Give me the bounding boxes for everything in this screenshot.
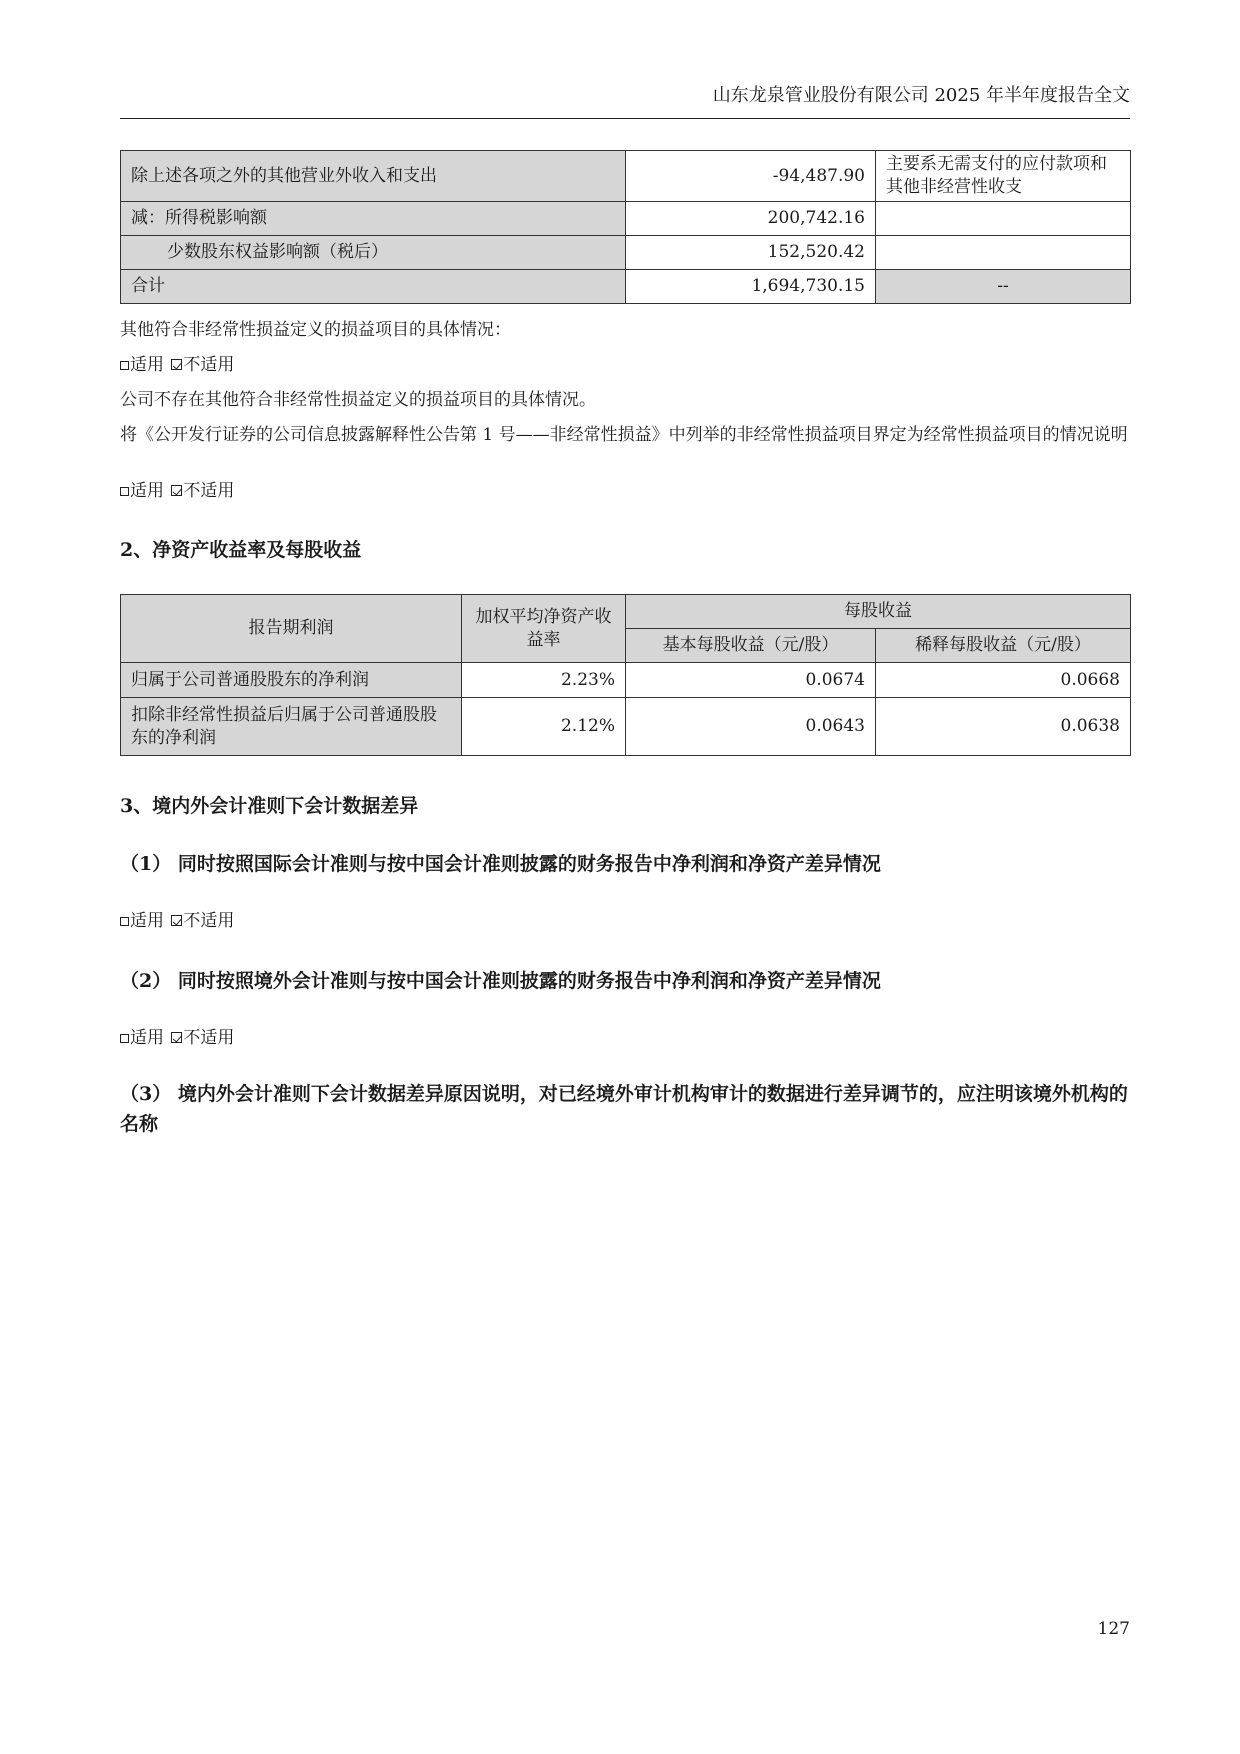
total-note: -- xyxy=(876,270,1131,304)
item-label: 减：所得税影响额 xyxy=(121,202,626,236)
classification-note: 将《公开发行证券的公司信息披露解释性公告第 1 号——非经常性损益》中列举的非经常性损益项目界定为经常性损益项目的情况说明 xyxy=(120,425,1128,445)
section-3-heading: 3、境内外会计准则下会计数据差异 xyxy=(120,795,419,817)
col-header-basic-eps: 基本每股收益（元/股） xyxy=(626,629,876,663)
checked-box-icon[interactable] xyxy=(171,485,182,496)
total-amount: 1,694,730.15 xyxy=(626,270,876,304)
unchecked-box-icon[interactable] xyxy=(120,917,129,926)
checked-box-icon[interactable] xyxy=(171,915,182,926)
option-not-applicable: 不适用 xyxy=(183,481,235,501)
item-note xyxy=(876,202,1131,236)
page-number: 127 xyxy=(1097,1619,1130,1639)
diluted-eps-value: 0.0638 xyxy=(876,698,1131,756)
roe-value: 2.23% xyxy=(462,663,626,698)
option-not-applicable: 不适用 xyxy=(183,355,235,375)
unchecked-box-icon[interactable] xyxy=(120,1034,129,1043)
item-note: 主要系无需支付的应付款项和其他非经营性收支 xyxy=(876,151,1131,202)
table-header-row xyxy=(121,595,1131,629)
item-amount: 152,520.42 xyxy=(626,236,876,270)
subsection-1-heading: （1） 同时按照国际会计准则与按中国会计准则披露的财务报告中净利润和净资产差异情况 xyxy=(120,853,881,875)
basic-eps-value: 0.0674 xyxy=(626,663,876,698)
applicability-options-2 xyxy=(120,479,1130,503)
table-row xyxy=(121,151,1131,202)
option-not-applicable: 不适用 xyxy=(183,911,235,931)
item-label: 除上述各项之外的其他营业外收入和支出 xyxy=(121,151,626,202)
profit-label: 扣除非经常性损益后归属于公司普通股股东的净利润 xyxy=(121,698,462,756)
table-row xyxy=(121,202,1131,236)
item-amount: -94,487.90 xyxy=(626,151,876,202)
roe-value: 2.12% xyxy=(462,698,626,756)
subsection-2-heading: （2） 同时按照境外会计准则与按中国会计准则披露的财务报告中净利润和净资产差异情况 xyxy=(120,970,881,992)
table-row xyxy=(121,663,1131,698)
checked-box-icon[interactable] xyxy=(171,359,182,370)
item-note xyxy=(876,236,1131,270)
non-recurring-items-table xyxy=(120,150,1131,304)
option-applicable: 适用 xyxy=(130,355,164,375)
section-2-heading: 2、净资产收益率及每股收益 xyxy=(120,539,362,561)
col-header-eps: 每股收益 xyxy=(626,595,1131,629)
unchecked-box-icon[interactable] xyxy=(120,361,129,370)
unchecked-box-icon[interactable] xyxy=(120,487,129,496)
item-label: 少数股东权益影响额（税后） xyxy=(121,236,626,270)
total-label: 合计 xyxy=(121,270,626,304)
diluted-eps-value: 0.0668 xyxy=(876,663,1131,698)
applicability-options-3 xyxy=(120,909,1130,933)
table-row xyxy=(121,270,1131,304)
basic-eps-value: 0.0643 xyxy=(626,698,876,756)
col-header-roe: 加权平均净资产收益率 xyxy=(462,595,626,663)
table-row xyxy=(121,236,1131,270)
option-applicable: 适用 xyxy=(130,911,164,931)
option-applicable: 适用 xyxy=(130,481,164,501)
table-row xyxy=(121,698,1131,756)
option-applicable: 适用 xyxy=(130,1028,164,1048)
other-items-intro: 其他符合非经常性损益定义的损益项目的具体情况： xyxy=(120,320,511,340)
applicability-options-4 xyxy=(120,1026,1130,1050)
no-other-items-statement: 公司不存在其他符合非经常性损益定义的损益项目的具体情况。 xyxy=(120,390,596,410)
profit-label: 归属于公司普通股股东的净利润 xyxy=(121,663,462,698)
col-header-profit: 报告期利润 xyxy=(121,595,462,663)
item-amount: 200,742.16 xyxy=(626,202,876,236)
header-divider xyxy=(120,118,1130,119)
option-not-applicable: 不适用 xyxy=(183,1028,235,1048)
subsection-3-heading: （3） 境内外会计准则下会计数据差异原因说明，对已经境外审计机构审计的数据进行差异调节的，应注明该境外机构的名称 xyxy=(120,1083,1128,1135)
roe-eps-table xyxy=(120,594,1131,756)
col-header-diluted-eps: 稀释每股收益（元/股） xyxy=(876,629,1131,663)
checked-box-icon[interactable] xyxy=(171,1032,182,1043)
page-header: 山东龙泉管业股份有限公司 2025 年半年度报告全文 xyxy=(712,85,1130,106)
applicability-options-1 xyxy=(120,353,1130,377)
